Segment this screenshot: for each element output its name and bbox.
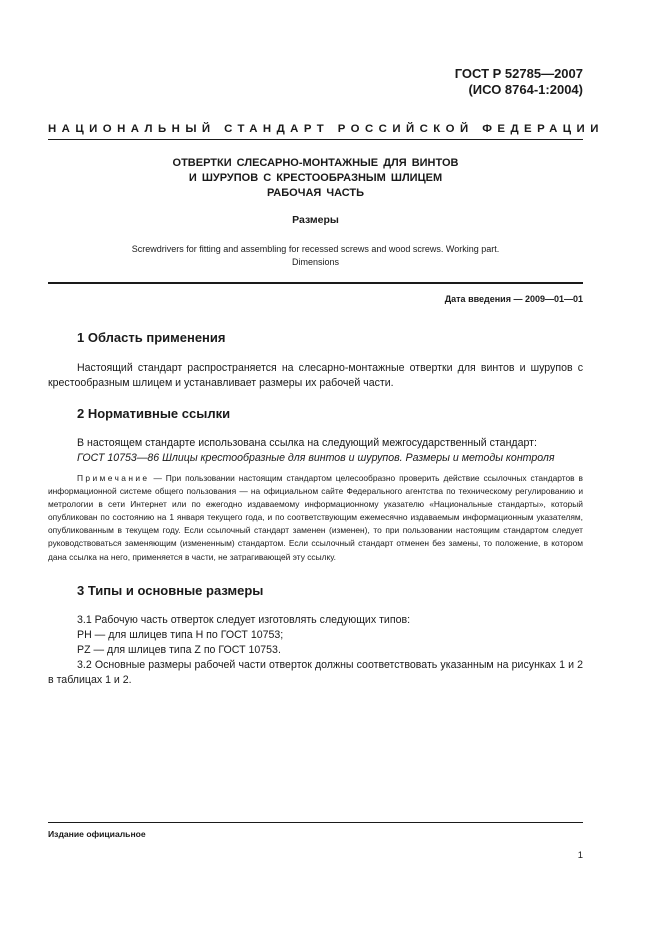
- title-subtitle: Размеры: [292, 214, 339, 226]
- title-en-line-2: Dimensions: [291, 257, 340, 267]
- edition-label: Издание официальное: [48, 829, 146, 839]
- title-line-3: РАБОЧАЯ ЧАСТЬ: [266, 187, 365, 199]
- note-text: — При пользовании настоящим стандартом целесообразно проверить действие ссылочных стандартов в информационной системе общего пользования — на официальном сайте Федерального агентства по техническому регулированию и метрологии в сети Интернет или по ежегодно издаваемому информационному указателю «Национальные стандарты», который опубликован по состоянию на 1 января текущего года, и по соответствующим ежемесячно издаваемым информационным указателям, опубликованным в текущем году. Если ссылочный стандарт заменен (изменен), то при пользовании настоящим стандартом следует руководствоваться заменяющим (измененным) стандартом. Если ссылочный стандарт отменен без замены, то положение, в котором дана ссылка на него, применяется в части, не затрагивающей эту ссылку.: [48, 473, 583, 562]
- section-2-heading: 2 Нормативные ссылки: [77, 406, 231, 421]
- section-2-text: В настоящем стандарте использована ссылка на следующий межгосударственный стандарт:: [77, 437, 537, 449]
- type-pz-item: PZ — для шлицев типа Z по ГОСТ 10753.: [77, 644, 281, 656]
- document-title-ru: [48, 156, 583, 201]
- national-standard-banner: НАЦИОНАЛЬНЫЙ СТАНДАРТ РОССИЙСКОЙ ФЕДЕРАЦИИ: [48, 123, 604, 135]
- section-3-heading: 3 Типы и основные размеры: [77, 583, 264, 598]
- introduction-date: Дата введения — 2009—01—01: [444, 294, 583, 304]
- iso-number: (ИСО 8764-1:2004): [468, 82, 583, 97]
- title-en-line-1: Screwdrivers for fitting and assembling for recessed screws and wood screws. Working part.: [131, 244, 500, 254]
- page-number: 1: [577, 850, 583, 861]
- normative-reference: ГОСТ 10753—86 Шлицы крестообразные для винтов и шурупов. Размеры и методы контроля: [77, 452, 555, 464]
- section-3-2-text: 3.2 Основные размеры рабочей части отверток должны соответствовать указанным на рисунках 1 и 2 в таблицах 1 и 2.: [48, 659, 583, 686]
- footer-divider: [48, 822, 583, 823]
- document-title-en: [48, 243, 583, 269]
- standard-designation: [455, 66, 583, 98]
- header-divider: [48, 139, 583, 140]
- title-line-1: ОТВЕРТКИ СЛЕСАРНО-МОНТАЖНЫЕ ДЛЯ ВИНТОВ: [172, 157, 459, 169]
- note-label: Примечание: [77, 473, 150, 483]
- section-3-1-text: 3.1 Рабочую часть отверток следует изготовлять следующих типов:: [77, 614, 411, 626]
- title-divider: [48, 282, 583, 284]
- note-paragraph: [48, 472, 583, 564]
- section-1-heading: 1 Область применения: [77, 330, 226, 345]
- standard-number: ГОСТ Р 52785—2007: [454, 66, 583, 81]
- section-1-text: Настоящий стандарт распространяется на слесарно-монтажные отвертки для винтов и шурупов с крестообразным шлицем и устанавливает размеры их рабочей части.: [48, 362, 583, 389]
- type-ph-item: PH — для шлицев типа H по ГОСТ 10753;: [77, 629, 284, 641]
- title-line-2: И ШУРУПОВ С КРЕСТООБРАЗНЫМ ШЛИЦЕМ: [188, 172, 443, 184]
